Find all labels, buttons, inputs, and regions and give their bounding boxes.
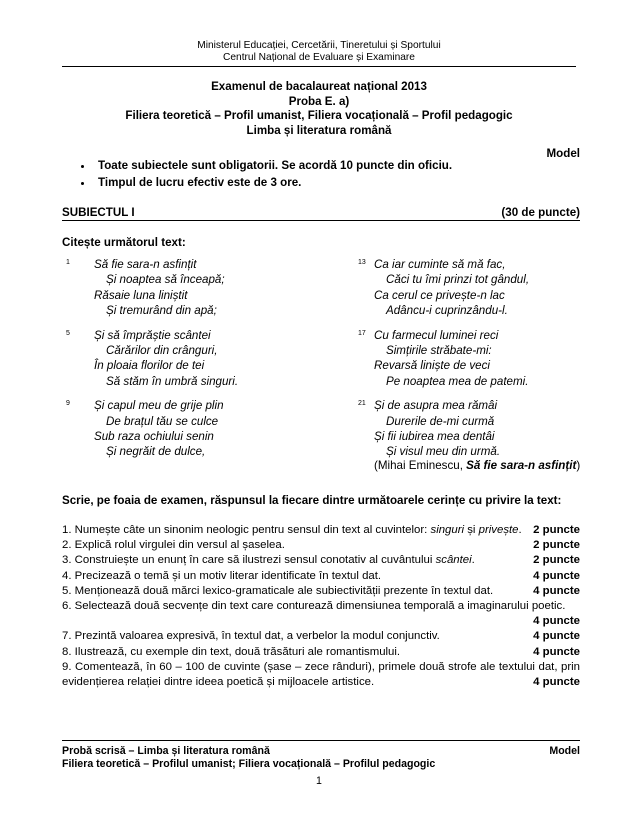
poem-left-column — [66, 257, 239, 460]
subject-points: (30 de puncte) — [501, 206, 580, 219]
poem-line: Să fie sara-n asfințit — [94, 258, 197, 271]
poem-line: Cărărilor din crânguri, — [106, 344, 218, 358]
footer-line-2: Filiera teoretică – Profilul umanist; Filiera vocațională – Profilul pedagogic — [62, 758, 436, 770]
question-text: 4. Precizează o temă și un motiv literar identificate în textul dat. — [62, 569, 382, 582]
poem-stanza — [66, 328, 239, 390]
title-line-3: Filiera teoretică – Profil umanist, Filiera vocațională – Profil pedagogic — [125, 109, 513, 123]
question-text: 8. Ilustrează, cu exemple din text, două trăsături ale romantismului. — [62, 645, 401, 658]
citation-work: Să fie sara-n asfințit — [466, 459, 577, 472]
read-prompt: Citește următorul text: — [62, 236, 186, 249]
poem-stanza — [358, 328, 529, 390]
poem-stanza — [66, 398, 238, 460]
question-points: 4 puncte — [533, 645, 580, 658]
poem-line: Pe noaptea mea de patemi. — [386, 374, 529, 388]
question-item — [62, 538, 580, 553]
question-term: privește — [478, 524, 519, 536]
instruction-item: • Toate subiectele sunt obligatorii. Se acordă 10 puncte din oficiu. — [94, 157, 452, 174]
questions-list — [62, 523, 580, 690]
question-points: 4 puncte — [533, 676, 580, 689]
question-points: 4 puncte — [533, 569, 580, 582]
page-number: 1 — [316, 775, 322, 787]
question-points: 2 puncte — [533, 524, 580, 536]
footer-line-1: Probă scrisă – Limba și literatura română — [62, 745, 270, 757]
title-line-2: Proba E. a) — [288, 94, 350, 108]
question-item — [62, 645, 580, 660]
poem-line: Și capul meu de grije plin — [94, 399, 224, 413]
poem-line: Și tremurând din apă; — [106, 304, 217, 318]
header-rule — [62, 66, 576, 67]
poem-line: De brațul tău se culce — [106, 414, 219, 428]
verse-number: 1 — [66, 259, 70, 266]
poem-line: Și visul meu din urmă. — [386, 445, 501, 459]
verse-number: 13 — [358, 259, 366, 266]
poem-line: Ca cerul ce privește-n lac — [374, 288, 505, 302]
poem-line: Simțirile străbate-mi: — [386, 344, 492, 358]
poem-stanza — [66, 257, 238, 319]
question-text: 5. Menționează două mărci lexico-gramaticale ale subiectivității prezente în textul dat. — [62, 584, 494, 597]
question-item — [62, 660, 580, 690]
poem-line: Adâncu-i cuprinzându-l. — [386, 304, 508, 318]
question-term: singuri — [430, 524, 465, 536]
title-line-4: Limba și literatura română — [246, 123, 392, 137]
citation-author: (Mihai Eminescu, — [374, 459, 467, 472]
verse-number: 21 — [358, 400, 366, 408]
requirement-prompt: Scrie, pe foaia de examen, răspunsul la fiecare dintre următoarele cerințe cu privire la text: — [62, 494, 562, 507]
poem-stanza — [358, 398, 529, 460]
verse-number: 9 — [66, 400, 70, 408]
question-text: 6. Selectează două secvențe din text care conturează dimensiunea temporală a imaginarului poetic. — [62, 600, 566, 613]
question-text: 9. Comentează, în 60 – 100 de cuvinte (șase – zece rânduri), primele două strofe ale textului dat, prin evidențierea relației dintre ideea poetică și mijloacele artistice. — [62, 660, 580, 689]
poem-line: Și să împrăștie scântei — [94, 328, 211, 342]
question-item — [62, 553, 580, 568]
question-item — [62, 584, 580, 599]
page-footer — [62, 745, 580, 771]
question-item — [62, 599, 580, 629]
center-name: Centrul Național de Evaluare și Examinare — [223, 52, 415, 63]
poem-right-column — [358, 257, 530, 460]
question-points: 4 puncte — [533, 584, 580, 597]
question-text: 1. Numește câte un sinonim neologic pentru sensul din text al cuvintelor: singuri și privește. — [62, 524, 522, 536]
poem-line: Și noaptea să înceapă; — [106, 273, 225, 287]
verse-number: 5 — [66, 329, 70, 337]
poem-line: Ca iar cuminte să mă fac, — [374, 258, 506, 271]
question-item — [62, 523, 580, 538]
ministry-header — [0, 40, 638, 64]
poem-line: Durerile de-mi curmă — [386, 414, 495, 428]
question-text: 3. Construiește un enunț în care să ilustrezi sensul conotativ al cuvântului scântei. — [62, 554, 475, 567]
citation-close: ) — [576, 459, 581, 472]
exam-title — [0, 80, 638, 138]
ministry-name: Ministerul Educației, Cercetării, Tineretului și Sportului — [197, 40, 441, 51]
instruction-item: • Timpul de lucru efectiv este de 3 ore. — [94, 174, 452, 191]
question-item — [62, 629, 580, 644]
poem-line: Cu farmecul luminei reci — [374, 328, 499, 342]
poem-stanza — [358, 257, 530, 319]
model-label: Model — [546, 147, 580, 160]
footer-rule — [62, 740, 580, 741]
poem-line: Răsaie luna liniștit — [94, 288, 188, 302]
poem-line: Și de asupra mea rămâi — [374, 399, 498, 413]
subject-heading — [62, 206, 580, 221]
title-line-1: Examenul de bacalaureat național 2013 — [211, 80, 427, 93]
instructions-list — [64, 157, 452, 191]
poem-line: În ploaia florilor de tei — [94, 359, 205, 373]
verse-number: 17 — [358, 329, 366, 337]
poem-line: Sub raza ochiului senin — [94, 430, 214, 444]
question-item — [62, 569, 580, 584]
poem-line: Revarsă liniște de veci — [374, 359, 490, 373]
poem-citation — [374, 459, 580, 472]
question-text: 2. Explică rolul virgulei din versul al șaselea. — [62, 539, 285, 552]
question-points: 4 puncte — [533, 615, 580, 628]
poem-line: Căci tu îmi prinzi tot gândul, — [386, 273, 530, 287]
question-points: 2 puncte — [533, 539, 580, 552]
question-text: 7. Prezintă valoarea expresivă, în textul dat, a verbelor la modul conjunctiv. — [62, 630, 440, 643]
poem-line: Și negrăit de dulce, — [106, 445, 206, 459]
question-points: 4 puncte — [533, 630, 580, 643]
poem-line: Și fii iubirea mea dentâi — [374, 430, 495, 444]
footer-model: Model — [549, 745, 580, 757]
question-term: scântei — [435, 554, 472, 567]
poem-line: Să stăm în umbră singuri. — [106, 374, 239, 388]
question-points: 2 puncte — [533, 554, 580, 567]
subject-label: SUBIECTUL I — [62, 206, 135, 219]
